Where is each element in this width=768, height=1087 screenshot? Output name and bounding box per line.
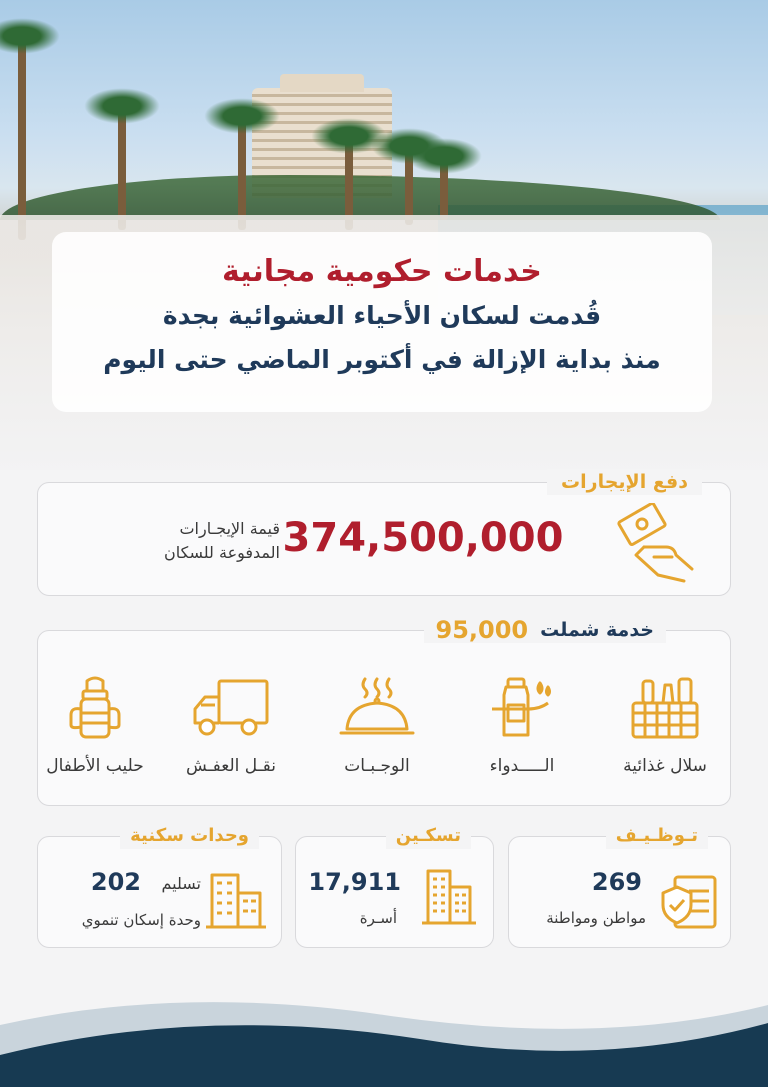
service-label: حليب الأطفال <box>46 756 144 776</box>
medicine-icon <box>482 675 562 741</box>
rent-value: 374,500,000 <box>282 515 564 561</box>
units-value: 202 <box>90 868 141 896</box>
rent-description <box>100 517 280 565</box>
baby-bottle-icon <box>55 675 135 741</box>
housing-card <box>295 825 494 948</box>
housing-label: تسكـين <box>386 823 471 849</box>
services-card <box>37 616 731 806</box>
services-text: خدمة شملت <box>540 619 654 641</box>
apartment-icon <box>206 869 266 933</box>
employment-value: 269 <box>591 868 642 896</box>
meal-cloche-icon <box>337 675 417 741</box>
service-baby-milk <box>40 675 150 777</box>
employment-label: تـوظـيـف <box>606 823 708 849</box>
palm-tree <box>440 160 448 220</box>
title-panel <box>52 232 712 412</box>
id-document-icon <box>659 873 719 931</box>
rent-label: دفع الإيجارات <box>547 469 702 495</box>
food-basket-icon <box>625 675 705 741</box>
units-text: وحدة إسكان تنموي <box>81 911 201 929</box>
housing-value: 17,911 <box>308 868 401 896</box>
cash-hand-icon <box>614 503 704 583</box>
palm-tree <box>18 40 26 240</box>
service-label: نقـل العفـش <box>186 756 276 776</box>
rent-desc-line-1: قيمة الإيجـارات <box>179 519 280 538</box>
units-card <box>37 825 282 948</box>
rent-card <box>37 471 731 596</box>
rent-desc-line-2: المدفوعة للسكان <box>164 543 280 562</box>
service-medicine <box>467 675 577 777</box>
service-label: سلال غذائية <box>623 756 707 776</box>
buildings-icon <box>420 865 478 929</box>
subtitle-line-1: قُدمت لسكان الأحياء العشوائية بجدة <box>162 301 602 330</box>
employment-text: مواطن ومواطنة <box>546 909 646 927</box>
moving-truck-icon <box>191 675 271 741</box>
subtitle-line-2: منذ بداية الإزالة في أكتوبر الماضي حتى اليوم <box>103 345 661 374</box>
units-prefix: تسليم <box>161 874 201 893</box>
housing-text: أسـرة <box>359 909 397 927</box>
palm-tree <box>238 120 246 230</box>
employment-card <box>508 825 731 948</box>
units-label: وحدات سكنية <box>120 823 259 849</box>
service-moving <box>176 675 286 777</box>
page-title: خدمات حكومية مجانية <box>222 254 542 289</box>
services-heading <box>424 617 667 643</box>
service-food-basket <box>610 675 720 777</box>
bottom-wave-decoration <box>0 985 768 1087</box>
treeline <box>0 175 720 220</box>
services-count: 95,000 <box>435 616 529 644</box>
service-label: الـــــدواء <box>489 756 555 776</box>
palm-tree <box>118 110 126 230</box>
service-meals <box>322 675 432 777</box>
service-label: الوجـبـات <box>344 756 410 776</box>
